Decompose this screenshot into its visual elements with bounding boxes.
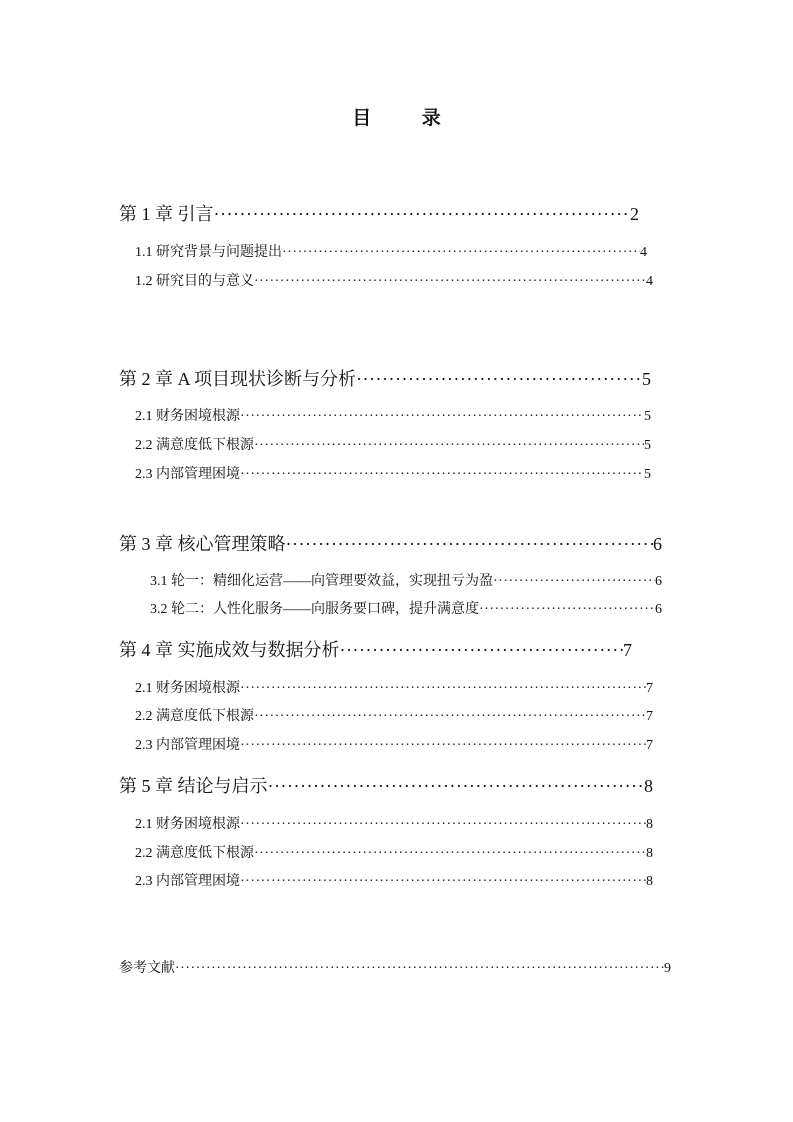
dot-leader (340, 640, 624, 660)
page-number: 2 (630, 204, 639, 224)
toc-entry-1-2[interactable] (135, 270, 653, 290)
dot-leader (282, 245, 640, 261)
dot-leader (240, 817, 646, 833)
dot-leader (493, 574, 655, 590)
entry-label: 3.2 轮二：人性化服务——向服务要口碑，提升满意度 (150, 602, 479, 617)
toc-entry-3-1[interactable] (150, 570, 662, 590)
dot-leader (254, 846, 646, 862)
toc-entry-chapter-4[interactable] (119, 636, 632, 660)
entry-label: 2.2 满意度低下根源 (135, 846, 254, 861)
entry-label: 2.1 财务困境根源 (135, 817, 240, 832)
toc-entry-4-3[interactable] (135, 734, 653, 754)
page-number: 9 (664, 961, 671, 976)
entry-label: 2.2 满意度低下根源 (135, 438, 254, 453)
entry-label: 2.3 内部管理困境 (135, 467, 240, 482)
page-number: 4 (640, 245, 647, 260)
toc-entry-2-2[interactable] (135, 434, 651, 454)
entry-label: 第 1 章 引言 (119, 204, 214, 224)
page-number: 6 (655, 574, 662, 589)
entry-label: 1.2 研究目的与意义 (135, 274, 254, 289)
entry-label: 第 3 章 核心管理策略 (119, 534, 286, 554)
dot-leader (254, 274, 646, 290)
page-number: 4 (646, 274, 653, 289)
entry-label: 1.1 研究背景与问题提出 (135, 245, 282, 260)
page-number: 7 (646, 681, 653, 696)
page-number: 6 (653, 534, 662, 554)
dot-leader (240, 681, 646, 697)
page-number: 7 (623, 640, 632, 660)
toc-entry-5-3[interactable] (135, 870, 653, 890)
page-number: 7 (646, 738, 653, 753)
page-number: 5 (644, 467, 651, 482)
dot-leader (479, 602, 655, 618)
page-number: 5 (644, 438, 651, 453)
toc-entry-4-2[interactable] (135, 705, 653, 725)
toc-entry-chapter-5[interactable] (119, 772, 653, 796)
toc-entry-5-1[interactable] (135, 813, 653, 833)
entry-label: 第 4 章 实施成效与数据分析 (119, 640, 340, 660)
dot-leader (268, 776, 645, 796)
toc-entry-5-2[interactable] (135, 842, 653, 862)
dot-leader (356, 369, 642, 389)
entry-label: 第 2 章 A 项目现状诊断与分析 (119, 369, 357, 389)
toc-entry-chapter-3[interactable] (119, 530, 662, 554)
dot-leader (286, 534, 654, 554)
entry-label: 2.3 内部管理困境 (135, 874, 240, 889)
entry-label: 3.1 轮一：精细化运营——向管理要效益，实现扭亏为盈 (150, 574, 493, 589)
page-number: 8 (646, 817, 653, 832)
toc-title: 目 录 (352, 107, 463, 129)
dot-leader (254, 709, 646, 725)
page-number: 5 (642, 369, 651, 389)
page-number: 8 (646, 874, 653, 889)
entry-label: 2.2 满意度低下根源 (135, 709, 254, 724)
page-number: 5 (644, 409, 651, 424)
dot-leader (240, 738, 646, 754)
toc-entry-chapter-1[interactable] (119, 200, 639, 224)
page-number: 8 (646, 846, 653, 861)
page-number: 8 (644, 776, 653, 796)
dot-leader (240, 874, 646, 890)
toc-entry-3-2[interactable] (150, 598, 662, 618)
dot-leader (240, 409, 644, 425)
toc-entry-references[interactable] (119, 957, 671, 977)
entry-label: 2.1 财务困境根源 (135, 409, 240, 424)
dot-leader (214, 204, 631, 224)
entry-label: 参考文献 (119, 961, 175, 976)
toc-entry-2-1[interactable] (135, 405, 651, 425)
page-number: 7 (646, 709, 653, 724)
dot-leader (254, 438, 644, 454)
dot-leader (175, 961, 664, 977)
entry-label: 2.3 内部管理困境 (135, 738, 240, 753)
entry-label: 第 5 章 结论与启示 (119, 776, 268, 796)
toc-entry-4-1[interactable] (135, 677, 653, 697)
dot-leader (240, 467, 644, 483)
toc-entry-1-1[interactable] (135, 241, 647, 261)
page-number: 6 (655, 602, 662, 617)
toc-entry-2-3[interactable] (135, 463, 651, 483)
entry-label: 2.1 财务困境根源 (135, 681, 240, 696)
toc-entry-chapter-2[interactable] (119, 365, 651, 389)
